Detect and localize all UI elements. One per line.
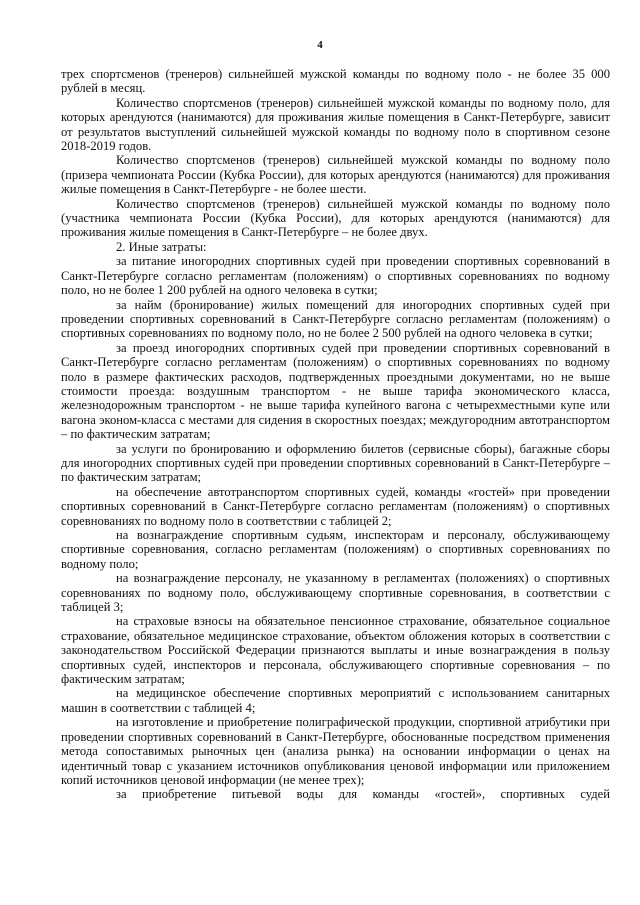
paragraph: Количество спортсменов (тренеров) сильнейшей мужской команды по водному поло (призера чемпионата России (Кубка России), для которых арендуются (нанимаются) для проживания жилые помещения в Санкт-Петербурге - не более шести. [61, 153, 610, 197]
paragraph: на страховые взносы на обязательное пенсионное страхование, обязательное социальное страхование, обязательное медицинское страхование, объектом обложения которых в соответствии с законодательством Российской Федерации признаются выплаты и иные вознаграждения в пользу спортивных судей, инспекторов и персонала, обслуживающего спортивные соревнования – по фактическим затратам; [61, 614, 610, 687]
paragraph: на медицинское обеспечение спортивных мероприятий с использованием санитарных машин в соответствии с таблицей 4; [61, 686, 610, 715]
paragraph: на вознаграждение спортивным судьям, инспекторам и персоналу, обслуживающему спортивные соревнования, согласно регламентам (положениям) о спортивных соревнованиях по водному поло; [61, 528, 610, 571]
page-number: 4 [317, 39, 323, 51]
document-body [61, 67, 610, 802]
paragraph: Количество спортсменов (тренеров) сильнейшей мужской команды по водному поло, для которых арендуются (нанимаются) для проживания жилые помещения в Санкт-Петербурге, зависит от результатов выступлений сильнейшей мужской команды по водному поло в спортивном сезоне 2018-2019 годов. [61, 95, 610, 154]
paragraph: Количество спортсменов (тренеров) сильнейшей мужской команды по водному поло (участника чемпионата России (Кубка России), для которых арендуются (нанимаются) для проживания жилые помещения в Санкт-Петербурге – не более двух. [61, 196, 610, 240]
paragraph: за услуги по бронированию и оформлению билетов (сервисные сборы), багажные сборы для иногородних спортивных судей при проведении спортивных соревнований в Санкт-Петербурге – по фактическим затратам; [61, 441, 610, 485]
paragraph: на изготовление и приобретение полиграфической продукции, спортивной атрибутики при проведении спортивных соревнований в Санкт-Петербурге, обоснованные посредством применения метода сопоставимых рыночных цен (анализа рынка) на основании информации о ценах на идентичный товар с указанием источников опубликования ценовой информации или приложением копий источников ценовой информации (не менее трех); [61, 715, 610, 787]
paragraph: на обеспечение автотранспортом спортивных судей, команды «гостей» при проведении спортивных соревнований в Санкт-Петербурге согласно регламентам (положениям) о спортивных соревнованиях по водному поло в соответствии с таблицей 2; [61, 484, 610, 528]
paragraph: за проезд иногородних спортивных судей при проведении спортивных соревнований в Санкт-Петербурге согласно регламентам (положениям) о спортивных соревнованиях по водному поло в размере фактических расходов, подтвержденных проездными документами, но не выше стоимости проезда: воздушным транспортом - не выше тарифа экономического класса, железнодорожным транспортом - не выше тарифа купейного вагона с четырехместными купе или вагона эконом-класса с местами для сидения в скоростных поездах; междугородним автотранспортом – по фактическим затратам; [61, 340, 610, 442]
section-heading: 2. Иные затраты: [116, 239, 207, 254]
paragraph: за питание иногородних спортивных судей при проведении спортивных соревнований в Санкт-Петербурге согласно регламентам (положениям) о спортивных соревнованиях по водному поло, но не более 1 200 рублей на одного человека в сутки; [61, 254, 610, 298]
paragraph: за найм (бронирование) жилых помещений для иногородних спортивных судей при проведении спортивных соревнований в Санкт-Петербурге согласно регламентам (положениям) о спортивных соревнованиях по водному поло, но не более 2 500 рублей на одного человека в сутки; [61, 297, 610, 341]
paragraph-continuation: трех спортсменов (тренеров) сильнейшей мужской команды по водному поло - не более 35 000 рублей в месяц. [61, 67, 610, 96]
paragraph-truncated: за приобретение питьевой воды для команды «гостей», спортивных судей [116, 787, 610, 802]
paragraph: на вознаграждение персоналу, не указанному в регламентах (положениях) о спортивных соревнованиях по водному поло, обслуживающему спортивные соревнования, в соответствии с таблицей 3; [61, 571, 610, 615]
